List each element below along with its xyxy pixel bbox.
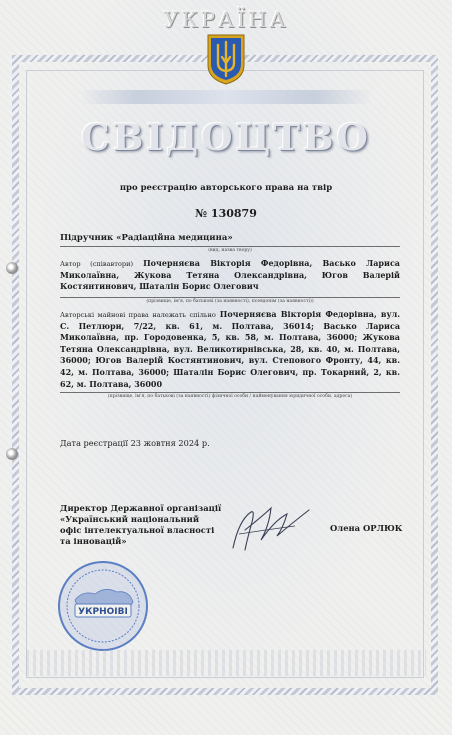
divider — [60, 392, 400, 393]
work-caption: (вид, назва твору) — [208, 248, 252, 253]
divider — [60, 246, 400, 247]
binder-hole-icon — [6, 262, 18, 274]
director-title — [60, 503, 230, 547]
authors-prefix: Автор (співавтори) — [60, 260, 134, 268]
divider — [60, 297, 400, 298]
director-line: Директор Державної організації — [60, 503, 222, 513]
director-line: офіс інтелектуальної власності — [60, 525, 215, 535]
authors-caption: (прізвище, ім'я, по батькові (за наявності), псевдонім (за наявності)) — [146, 299, 314, 304]
rights-prefix: Авторські майнові права належать спільно — [60, 311, 216, 319]
rights-paragraph — [60, 309, 400, 390]
certificate-title: СВІДОЦТВО — [81, 117, 371, 159]
authors-paragraph — [60, 258, 400, 293]
decorative-footer-band — [26, 650, 426, 676]
binder-hole-icon — [6, 448, 18, 460]
certificate-subtitle: про реєстрацію авторського права на твір — [119, 183, 333, 193]
certificate-number: № 130879 — [195, 207, 257, 220]
registration-date: Дата реєстрації 23 жовтня 2024 р. — [60, 438, 210, 448]
work-title: Підручник «Радіаційна медицина» — [60, 233, 233, 243]
rights-holders: Почерняєва Вікторія Федорівна, вул. С. Петлюри, 7/22, кв. 61, м. Полтава, 36014; Васько Лариса Миколаївна, пр. Городовенка, 5, кв. 58, м. Полтава, 36000; Жукова Тетяна Олександрівна, вул. Великотирнівська, 28, кв. 40, м. Полтава, 36000; Югов Валерій Костянтинович, вул. Степового Фронту, 44, кв. 42, м. Полтава, 36000; Шаталін Борис Олегович, пр. Токарний, 2, кв. 62, м. Полтава, 36000 — [60, 309, 401, 389]
seal-label: УКРНОІВІ — [78, 607, 128, 617]
official-seal-icon — [57, 560, 149, 652]
signer-name: Олена ОРЛЮК — [330, 523, 403, 533]
handwritten-signature — [225, 500, 315, 555]
rights-caption: (прізвище, ім'я, по батькові (за наявності) фізичної особи / найменування юридичної особи, адреса) — [107, 394, 353, 399]
director-line: та інновацій» — [60, 536, 127, 546]
director-line: «Український національний — [60, 514, 200, 524]
decorative-ribbon — [80, 90, 372, 104]
trident-emblem-icon — [206, 33, 246, 85]
authors-names: Почерняєва Вікторія Федорівна, Васько Лариса Миколаївна, Жукова Тетяна Олександрівна, Югов Валерій Костянтинович, Шаталін Борис Олегович — [60, 258, 400, 292]
country-title: УКРАЇНА — [163, 8, 289, 32]
